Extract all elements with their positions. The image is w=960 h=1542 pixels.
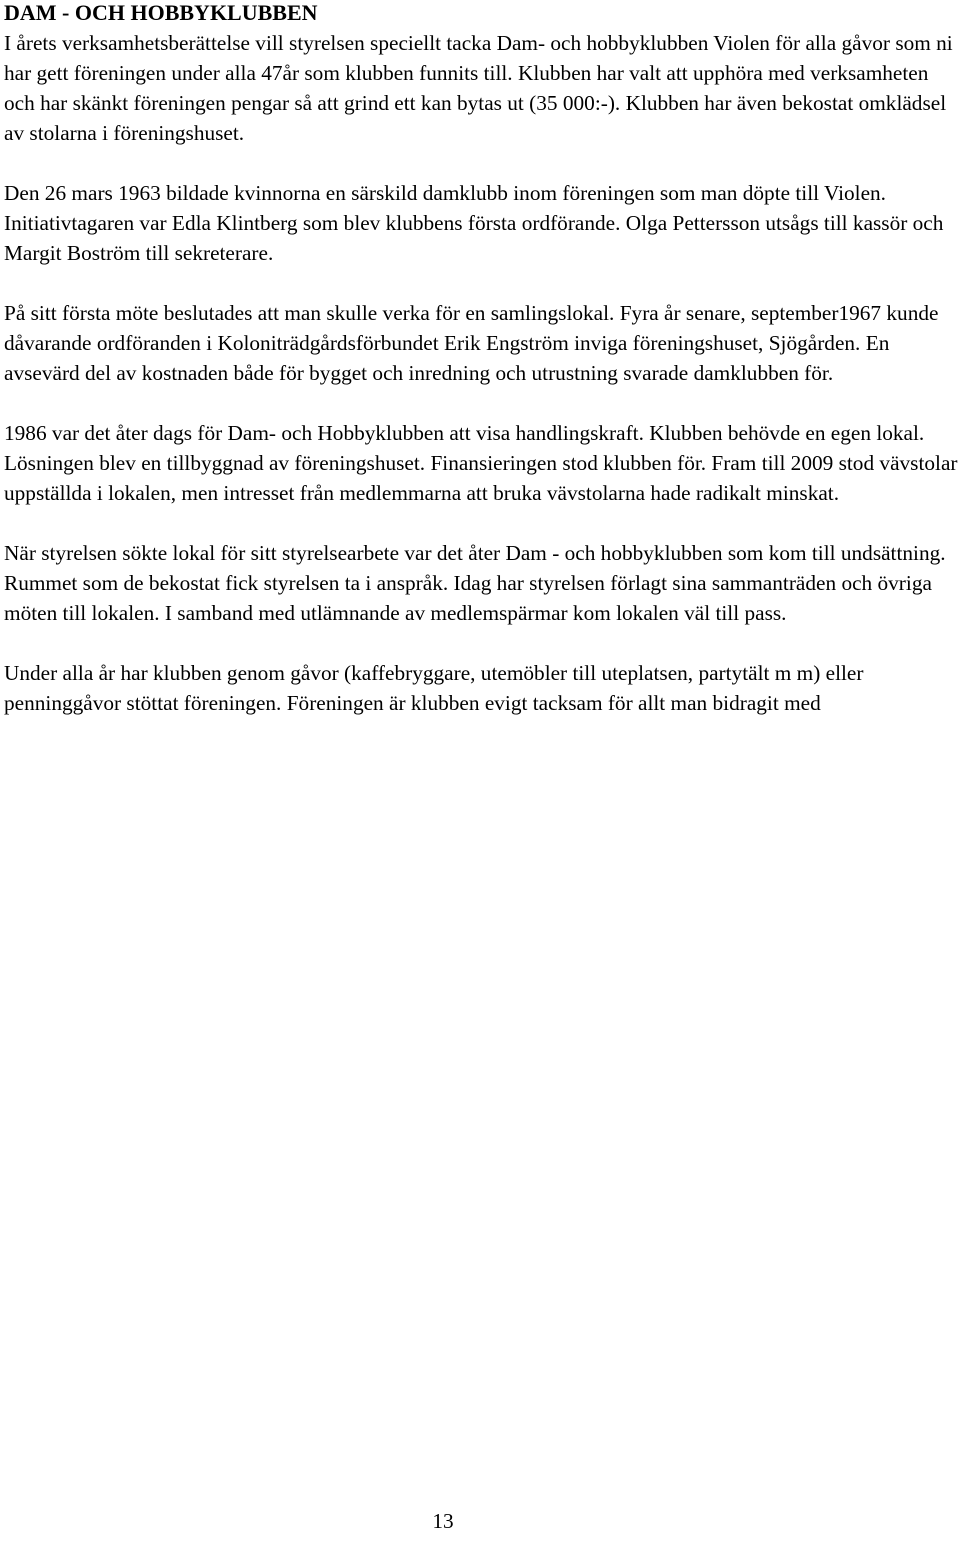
paragraph-first-meeting: På sitt första möte beslutades att man skulle verka för en samlingslokal. Fyra år senare, september1967 kunde dåvarande ordföranden i Koloniträdgårdsförbundet Erik Engström inviga föreningshuset, Sjögården. En avsevärd del av kostnaden både för bygget och inredning och utrustning svarade damklubben för. [4,301,939,385]
document-page [4,0,958,718]
page-number: 13 [432,1509,454,1533]
paragraph-founding: Den 26 mars 1963 bildade kvinnorna en särskild damklubb inom föreningen som man döpte till Violen. Initiativtagaren var Edla Klintberg som blev klubbens första ordförande. Olga Pettersson utsågs till kassör och Margit Boström till sekreterare. [4,181,944,265]
paragraph-thanks: I årets verksamhetsberättelse vill styrelsen speciellt tacka Dam- och hobbyklubben Violen för alla gåvor som ni har gett föreningen under alla 47år som klubben funnits till. Klubben har valt att upphöra med verksamheten och har skänkt föreningen pengar så att grind ett kan bytas ut (35 000:-). Klubben har även bekostat omklädsel av stolarna i föreningshuset. [4,31,953,145]
paragraph-board-room: När styrelsen sökte lokal för sitt styrelsearbete var det åter Dam - och hobbyklubben som kom till undsättning. Rummet som de bekostat fick styrelsen ta i anspråk. Idag har styrelsen förlagt sina sammanträden och övriga möten till lokalen. I samband med utlämnande av medlemspärmar kom lokalen väl till pass. [4,541,946,625]
paragraph-gifts: Under alla år har klubben genom gåvor (kaffebryggare, utemöbler till uteplatsen, partytält m m) eller penninggåvor stöttat föreningen. Föreningen är klubben evigt tacksam för allt man bidragit med [4,661,864,715]
paragraph-1986: 1986 var det åter dags för Dam- och Hobbyklubben att visa handlingskraft. Klubben behövde en egen lokal. Lösningen blev en tillbyggnad av föreningshuset. Finansieringen stod klubben för. Fram till 2009 stod vävstolar uppställda i lokalen, men intresset från medlemmarna att bruka vävstolarna hade radikalt minskat. [4,421,958,505]
section-heading: DAM - OCH HOBBYKLUBBEN [4,0,318,25]
